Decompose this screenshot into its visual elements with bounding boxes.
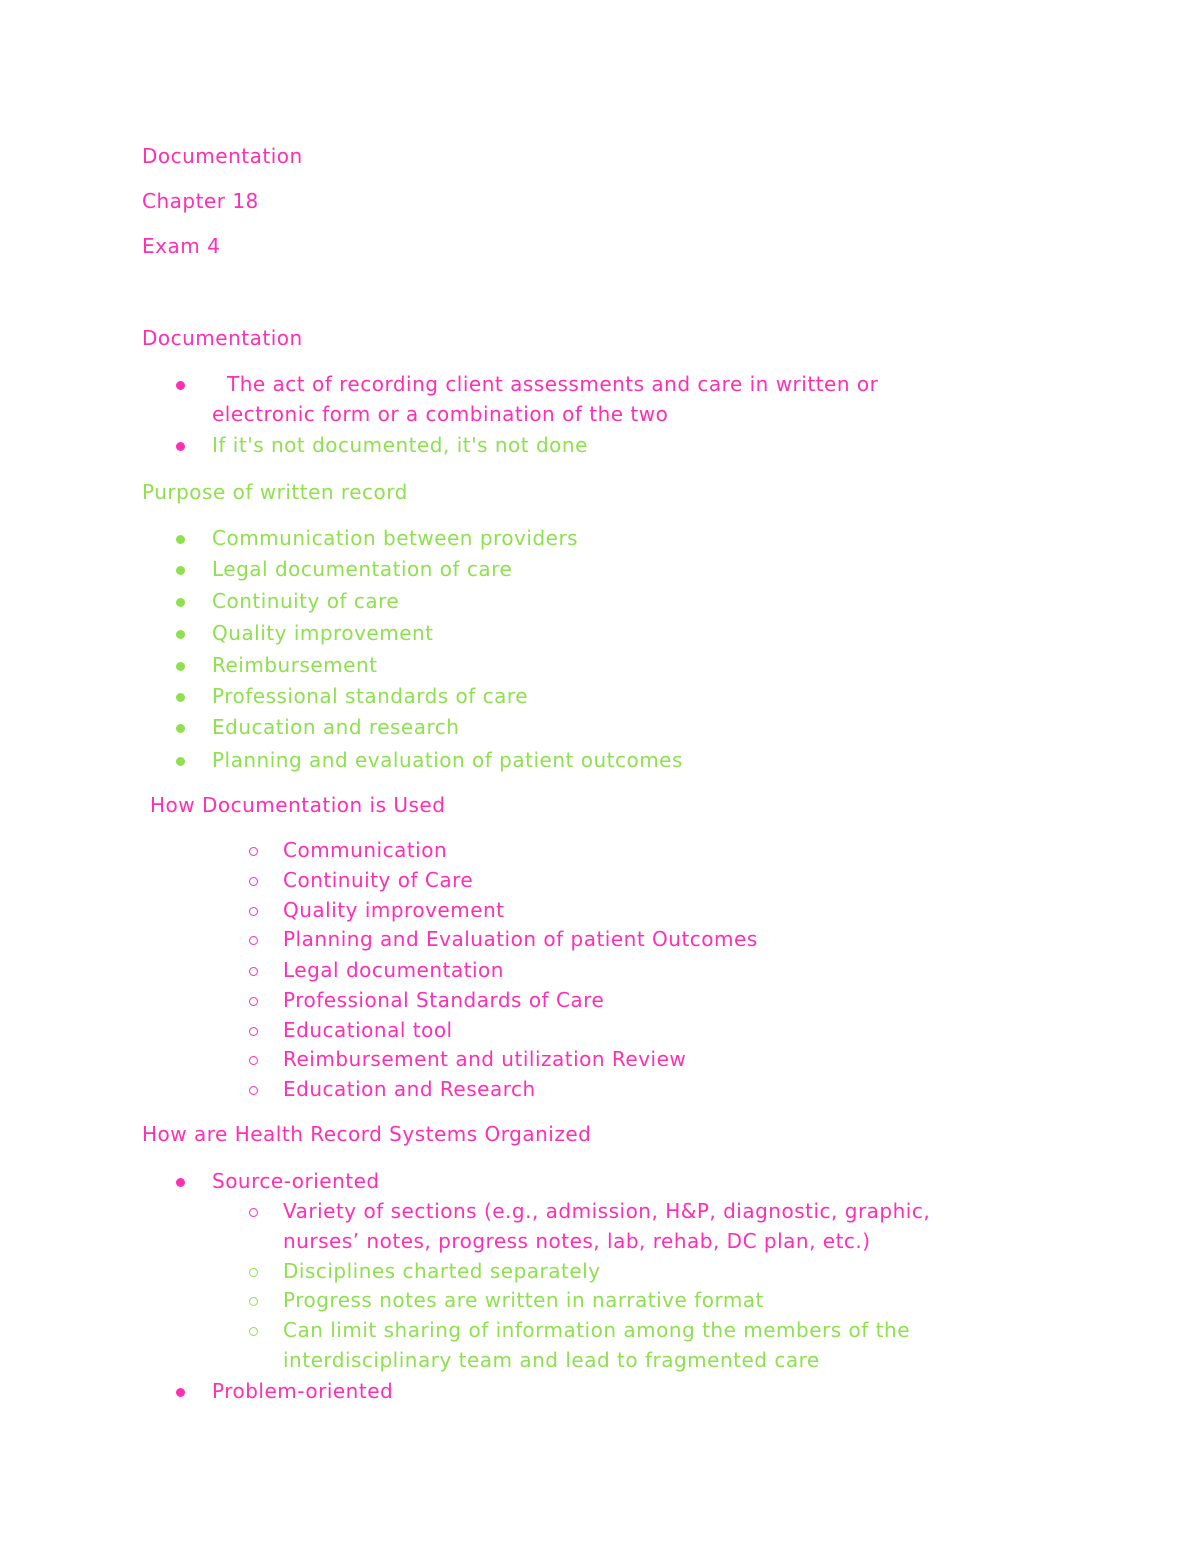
bullet-dot	[176, 442, 185, 451]
sub-list-item: Progress notes are written in narrative format	[283, 1288, 764, 1312]
circle-bullet-icon	[249, 877, 258, 886]
list-item: Quality improvement	[212, 621, 434, 645]
sub-list-item: Variety of sections (e.g., admission, H&P, diagnostic, graphic,	[283, 1199, 931, 1223]
document-title: Documentation	[142, 144, 303, 168]
list-item: Planning and Evaluation of patient Outcomes	[283, 927, 758, 951]
circle-bullet-icon	[249, 967, 258, 976]
bullet-dot	[176, 724, 185, 733]
bullet-dot	[176, 693, 185, 702]
circle-bullet-icon	[249, 907, 258, 916]
bullet-dot	[176, 1178, 185, 1187]
list-item-problem-oriented: Problem-oriented	[212, 1379, 394, 1403]
list-item: Legal documentation of care	[212, 557, 513, 581]
list-item: Communication	[283, 838, 448, 862]
section-heading-purpose: Purpose of written record	[142, 480, 408, 504]
list-item: Professional Standards of Care	[283, 988, 605, 1012]
circle-bullet-icon	[249, 1027, 258, 1036]
list-item-source-oriented: Source-oriented	[212, 1169, 380, 1193]
bullet-dot	[176, 630, 185, 639]
section-heading-organized: How are Health Record Systems Organized	[142, 1122, 592, 1146]
circle-bullet-icon	[249, 936, 258, 945]
sub-list-item: Can limit sharing of information among the members of the	[283, 1318, 910, 1342]
circle-bullet-icon	[249, 1056, 258, 1065]
list-item: Communication between providers	[212, 526, 579, 550]
list-item: Reimbursement and utilization Review	[283, 1047, 687, 1071]
list-item-continuation: electronic form or a combination of the two	[212, 402, 669, 426]
list-item: The act of recording client assessments and care in written or	[227, 372, 879, 396]
bullet-dot	[176, 1388, 185, 1397]
circle-bullet-icon	[249, 1297, 258, 1306]
bullet-dot	[176, 535, 185, 544]
list-item: Quality improvement	[283, 898, 505, 922]
list-item: Legal documentation	[283, 958, 504, 982]
list-item: Educational tool	[283, 1018, 453, 1042]
list-item: Professional standards of care	[212, 684, 529, 708]
sub-list-item: Disciplines charted separately	[283, 1259, 601, 1283]
bullet-dot	[176, 757, 185, 766]
circle-bullet-icon	[249, 1268, 258, 1277]
circle-bullet-icon	[249, 997, 258, 1006]
list-item: Planning and evaluation of patient outcomes	[212, 748, 683, 772]
section-heading-documentation: Documentation	[142, 326, 303, 350]
circle-bullet-icon	[249, 1208, 258, 1217]
list-item: Continuity of Care	[283, 868, 474, 892]
chapter-label: Chapter 18	[142, 189, 259, 213]
bullet-dot	[176, 598, 185, 607]
sub-list-item-continuation: nurses’ notes, progress notes, lab, rehab, DC plan, etc.)	[283, 1229, 871, 1253]
circle-bullet-icon	[249, 1086, 258, 1095]
section-heading-how-used: How Documentation is Used	[150, 793, 446, 817]
bullet-dot	[176, 566, 185, 575]
list-item: Education and research	[212, 715, 460, 739]
sub-list-item-continuation: interdisciplinary team and lead to fragmented care	[283, 1348, 820, 1372]
circle-bullet-icon	[249, 1327, 258, 1336]
exam-label: Exam 4	[142, 234, 221, 258]
circle-bullet-icon	[249, 847, 258, 856]
list-item: Education and Research	[283, 1077, 536, 1101]
list-item: If it's not documented, it's not done	[212, 433, 588, 457]
bullet-dot	[176, 662, 185, 671]
list-item: Continuity of care	[212, 589, 400, 613]
list-item: Reimbursement	[212, 653, 378, 677]
bullet-dot	[176, 381, 185, 390]
